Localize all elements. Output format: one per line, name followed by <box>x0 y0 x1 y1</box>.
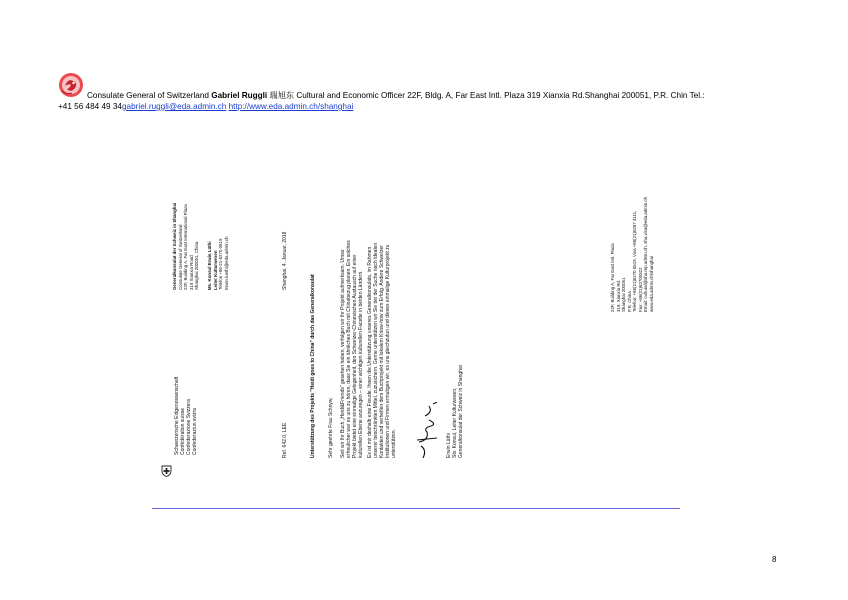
footer-line: Telefon: +86(21)6270 0519, Visa +86(21)6257 4111, <box>632 210 637 312</box>
sender-line: Consulate General of Switzerland <box>177 224 183 290</box>
paragraph-1 <box>340 240 364 458</box>
confederation-line: Confédération suisse <box>180 408 186 455</box>
header-line-2 <box>58 102 353 111</box>
paragraph-line: unterstützen. <box>391 429 397 458</box>
consulate-logo-icon <box>58 72 84 98</box>
signer-line: Generalkonsulat der Schweiz in Shanghai <box>458 365 464 458</box>
sender-line: 22F, Building A, Far East International Plaza <box>183 204 188 290</box>
footer-line: 22F, Building A, Far East Intl. Plaza <box>610 243 615 312</box>
paragraph-line: unserer beschränkten Mittel, zuzusichern. Gerne unterstützen wir Sie bei der Suche nach idealen <box>373 242 379 458</box>
header-chinese-name: 瑞旭东 <box>269 91 295 100</box>
footer-address-block <box>610 197 654 312</box>
sender-line: 319 Xianxia Road <box>188 255 194 290</box>
signature-icon <box>413 402 443 460</box>
confederation-line: Confederazione Svizzera <box>186 399 192 455</box>
paragraph-line: Institutionen und Firmen ermutigen wir, es uns gleichzutun und dieses einmalige Kulturprojekt zu <box>385 244 391 458</box>
paragraph-line: Seit wir Ihr Buch „Heidi&Friends“ gesehen haben, verfolgen wir Ihr Projekt aufmerksam. Umso <box>340 249 346 458</box>
salutation: Sehr geehrte Frau Schnyw, <box>328 397 334 458</box>
divider-rule <box>152 508 680 509</box>
paragraph-2 <box>367 243 397 458</box>
signer-line: Stv. Konsul, Leiter Kulturwesen, <box>452 387 458 458</box>
sender-line: Shanghai 200051, China <box>194 241 199 290</box>
email-link[interactable]: gabriel.ruggli@eda.admin.ch <box>121 102 227 111</box>
page-number: 8 <box>772 555 777 564</box>
header-name: Gabriel Ruggli <box>211 91 268 100</box>
place-date: Shanghai, 4. Januar, 2018 <box>282 231 288 290</box>
signer-line: Erwin Lüthi <box>446 433 452 458</box>
footer-line: Fax: +86(21)62700522 <box>637 267 643 312</box>
header-rest: Cultural and Economic Officer 22F, Bldg. A, Far East Intl. Plaza 319 Xianxia Rd.Shanghai 200051, P.R. Chin Tel.: <box>294 91 705 100</box>
header-line-1 <box>87 90 705 101</box>
paragraph-line: kulturellen Ebene anzuregen – einer wichtigen kulturellen Facette in beiden Ländern. <box>358 270 364 458</box>
subject-line: Unterstützung des Projekts "Heidi goes to China" durch das Generalkonsulat <box>310 274 316 458</box>
reference: Ref. 642.0, LEE <box>282 422 288 458</box>
sender-block <box>172 203 200 290</box>
footer-line: Shanghai 200051 <box>621 277 626 312</box>
footer-line: www.eda.admin.ch/shanghai <box>648 256 654 312</box>
contact-line: Ms. Konsul Erwin Lüthi <box>207 241 212 290</box>
header-prefix: Consulate General of Switzerland <box>87 91 212 100</box>
contact-line: Erwin.luethi@eda.admin.ch <box>223 236 229 290</box>
header-phone: +41 56 484 49 34 <box>58 102 122 111</box>
confederation-line: Confederaziun svizra <box>192 408 198 455</box>
footer-line: Email: cultural@sha.rep.admin.ch, sha.visa@eda.admin.ch <box>643 196 648 312</box>
contact-block <box>207 236 229 290</box>
sender-line: Generalkonsulat der Schweiz in Shanghai <box>172 202 177 290</box>
contact-line: Telefon +86-21-6270 0519 <box>218 238 223 290</box>
confederation-block <box>174 377 198 455</box>
paragraph-line: erfreulicher war es uns zu hören, dass Sie ein ähnliches Buch mit Chinabezug planen. Ein solches <box>346 240 352 458</box>
swiss-shield-icon <box>161 465 172 477</box>
paragraph-line: Projekt bietet eine einmalige Gelegenheit, den Schweizer-Chinesischen Austausch auf einer <box>352 254 358 458</box>
signer-block <box>446 365 464 458</box>
footer-line: 319, Xianxia Rd. <box>615 279 621 312</box>
paragraph-line: Es ist mir deshalb eine Freude, Ihnen die Unterstützung unseres Generalkonsulats, im Rahmen <box>367 246 373 458</box>
contact-line: Leiter Kulturwesen <box>212 250 218 290</box>
website-link[interactable]: http://www.eda.admin.ch/shanghai <box>228 102 354 111</box>
paragraph-line: Kontakten und verhelfen dem Buchprojekt mit lokalem Know-how zum Erfolg. Andere Schweizer <box>379 245 385 458</box>
confederation-line: Schweizerische Eidgenossenschaft <box>174 376 180 455</box>
footer-line: P.R. China <box>626 291 632 312</box>
